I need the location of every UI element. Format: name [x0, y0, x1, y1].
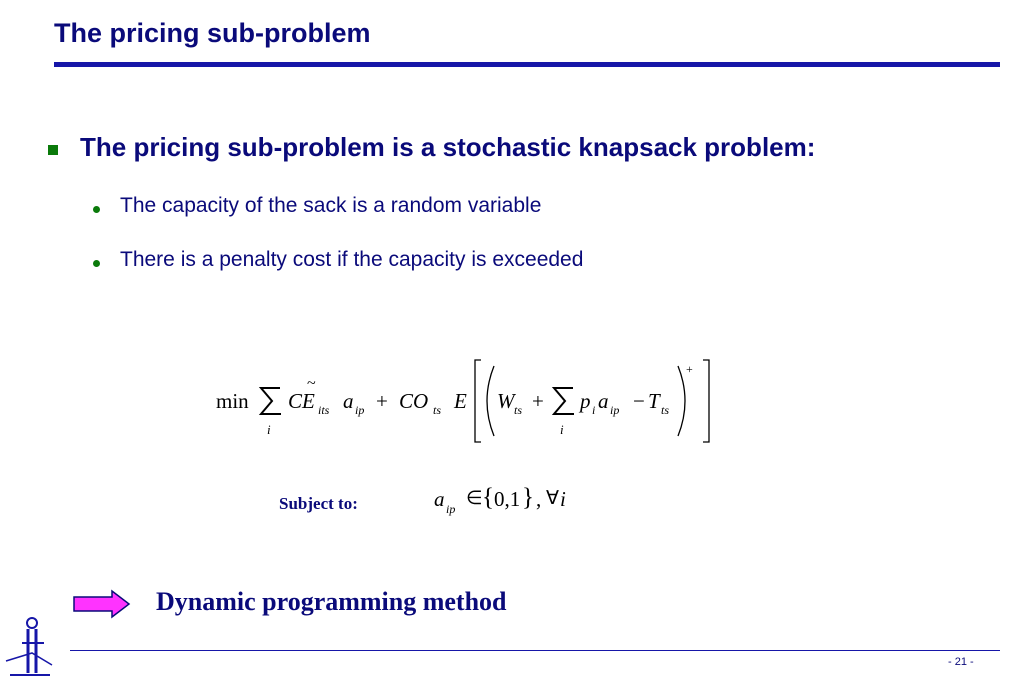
formula-co: CO — [399, 389, 429, 413]
formula-a: a — [343, 389, 354, 413]
formula-sub-ts: ts — [661, 403, 670, 417]
university-logo-icon — [4, 615, 54, 679]
sub-bullet-text: There is a penalty cost if the capacity is exceeded — [120, 248, 584, 271]
brace-close-icon: } — [522, 484, 534, 511]
formula-sub-ts: ts — [514, 403, 523, 417]
sum-icon — [258, 384, 284, 418]
formula-a: a — [598, 389, 609, 413]
bracket-icon — [472, 358, 712, 444]
slide-title: The pricing sub-problem — [54, 18, 371, 48]
right-arrow-icon — [72, 589, 132, 619]
brace-open-icon: { — [482, 484, 494, 511]
sum-index: i — [560, 422, 564, 437]
formula-sup-plus: + — [686, 362, 693, 376]
formula-sub-ip: ip — [355, 403, 365, 417]
square-bullet-icon — [48, 145, 58, 155]
formula-sub-ts: ts — [433, 403, 442, 417]
subject-to-label: Subject to: — [279, 494, 358, 513]
sub-bullet-text: The capacity of the sack is a random variable — [120, 194, 542, 217]
formula-min: min — [216, 389, 249, 413]
conclusion-text: Dynamic programming method — [156, 587, 507, 616]
formula-sub-its: its — [318, 403, 330, 417]
formula-minus: − — [633, 389, 645, 413]
formula-tilde: ~ — [307, 375, 316, 392]
title-rule — [54, 62, 1000, 67]
footer-rule — [70, 650, 1000, 651]
constraint-i: i — [560, 487, 566, 511]
formula-w: W — [497, 389, 515, 413]
formula-plus: + — [376, 389, 388, 413]
round-bullet-icon — [93, 260, 100, 267]
constraint-a: a — [434, 487, 445, 511]
formula-t: T — [648, 389, 660, 413]
constraint-set: 0,1 — [494, 487, 521, 511]
page-number: - 21 - — [948, 656, 974, 668]
element-of-symbol: ∈ — [466, 488, 483, 509]
formula-plus: + — [532, 389, 544, 413]
main-bullet-text: The pricing sub-problem is a stochastic knapsack problem: — [80, 132, 816, 162]
round-bullet-icon — [93, 206, 100, 213]
constraint-comma: , — [536, 487, 542, 511]
formula-e: E — [454, 389, 467, 413]
forall-symbol: ∀ — [546, 488, 559, 509]
sum-index: i — [267, 422, 271, 437]
formula-sub-ip: ip — [610, 403, 620, 417]
formula-ce: CE — [288, 389, 315, 413]
formula-p: p — [580, 389, 591, 413]
sum-icon — [551, 384, 577, 418]
constraint-sub-ip: ip — [446, 502, 456, 516]
formula-sub-i: i — [592, 403, 596, 417]
